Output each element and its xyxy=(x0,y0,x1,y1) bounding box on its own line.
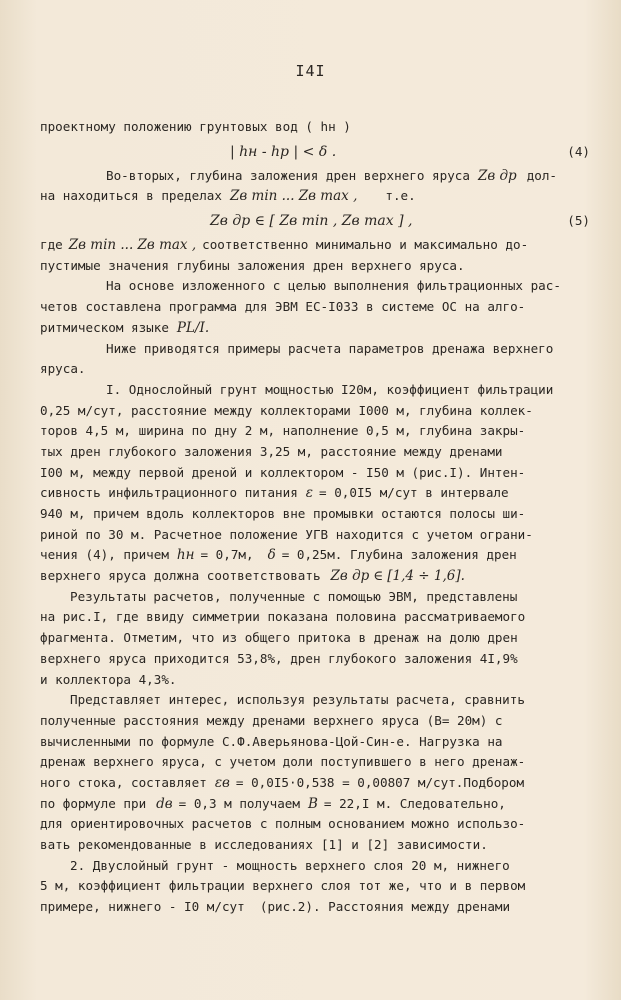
symbol-z-range: Zв min ... Zв max , xyxy=(68,237,197,254)
text-line xyxy=(40,483,600,504)
formula-4-expr: | hн - hр | < δ . xyxy=(230,143,337,160)
text-fragment: дол- xyxy=(526,167,558,183)
text-line: для ориентировочных расчетов с полным основанием можно использо- xyxy=(40,816,526,832)
text-line xyxy=(40,318,600,339)
text-fragment: чения (4), причем xyxy=(40,547,169,563)
text-line xyxy=(40,186,600,207)
text-fragment: = 22,I м. Следовательно, xyxy=(323,795,506,811)
text-line: I00 м, между первой дреной и коллектором - I50 м (рис.I). Интен- xyxy=(40,464,526,480)
text-line: На основе изложенного с целью выполнения фильтрационных рас- xyxy=(106,278,561,294)
text-line: проектному положению грунтовых вод ( hн ) xyxy=(40,119,351,134)
symbol-b: B xyxy=(307,795,318,812)
text-fragment: ного стока, составляет xyxy=(40,774,207,790)
text-fragment: вать рекомендованные в исследованиях xyxy=(40,837,313,852)
symbol-pl1: PL/I. xyxy=(176,319,210,336)
text-line: дренаж верхнего яруса, с учетом доли поступившего в него дренаж- xyxy=(40,754,526,770)
symbol-h-n: hн xyxy=(176,547,195,564)
text-line: 0,25 м/сут, расстояние между коллекторами I000 м, глубина коллек- xyxy=(40,402,533,418)
text-fragment: = 0,7м, xyxy=(200,547,254,563)
references: [1] и [2] зависимости. xyxy=(320,837,488,852)
text-line: Представляет интерес, используя результаты расчета, сравнить xyxy=(70,692,525,708)
text-line: примере, нижнего - I0 м/сут (рис.2). Расстояния между дренами xyxy=(40,899,511,915)
symbol-in: ∈ xyxy=(373,568,384,585)
text-line: 5 м, коэффициент фильтрации верхнего слоя тот же, что и в первом xyxy=(40,878,526,894)
text-fragment: = 0,25м. Глубина заложения дрен xyxy=(281,547,517,563)
text-fragment: = 0,3 м получаем xyxy=(178,795,300,811)
symbol-z-dr: Zв др xyxy=(330,568,370,585)
symbol-d-v: dв xyxy=(156,795,173,812)
equation-number-5: (5) xyxy=(567,213,590,229)
symbol-z-range: Zв min ... Zв max , xyxy=(229,188,358,205)
text-line: I. Однослойный грунт мощностью I20м, коэффициент фильтрации xyxy=(106,381,554,397)
text-fragment: сивность инфильтрационного питания xyxy=(40,485,298,501)
text-line: верхнего яруса приходится 53,8%, дрен глубокого заложения 4I,9% xyxy=(40,650,518,666)
formula-4 xyxy=(40,138,600,166)
text-line: и коллектора 4,3%. xyxy=(40,671,177,687)
text-line: полученные расстояния между дренами верхнего яруса (B= 20м) с xyxy=(40,712,503,728)
text-fragment: по формуле при xyxy=(40,795,147,811)
text-fragment: ритмическом языке xyxy=(40,319,169,335)
text-fragment: где xyxy=(40,237,63,253)
text-line xyxy=(40,235,600,256)
symbol-epsilon: ε xyxy=(305,485,314,502)
text-line: Результаты расчетов, полученные с помощью ЭВМ, представлены xyxy=(70,588,518,604)
equation-number-4: (4) xyxy=(567,143,590,159)
symbol-epsilon-v: εв xyxy=(214,774,230,791)
text-fragment: = 0,0I5 м/сут в интервале xyxy=(319,485,509,501)
text-line: торов 4,5 м, ширина по дну 2 м, наполнение 0,5 м, глубина закры- xyxy=(40,423,526,439)
symbol-z-dr: Zв др xyxy=(477,167,517,184)
text-line: вычисленными по формуле С.Ф.Аверьянова-Цой-Син-е. Нагрузка на xyxy=(40,733,503,749)
text-fragment: соответственно минимально и максимально до- xyxy=(202,237,529,253)
text-line: тых дрен глубокого заложения 3,25 м, расстояние между дренами xyxy=(40,443,503,459)
text-fragment: верхнего яруса должна соответствовать xyxy=(40,568,321,584)
text-line: яруса. xyxy=(40,361,86,377)
text-line: пустимые значения глубины заложения дрен верхнего яруса. xyxy=(40,257,465,273)
text-line: риной по 30 м. Расчетное положение УГВ находится с учетом ограни- xyxy=(40,526,533,542)
text-line: Ниже приводятся примеры расчета параметров дренажа верхнего xyxy=(106,340,554,356)
text-fragment: Во-вторых, глубина заложения дрен верхнего яруса xyxy=(106,167,470,183)
text-line: 2. Двуслойный грунт - мощность верхнего слоя 20 м, нижнего xyxy=(70,857,510,873)
range-value: [1,4 ÷ 1,6]. xyxy=(387,568,465,585)
formula-5-expr: Zв др ∈ [ Zв min , Zв max ] , xyxy=(210,213,413,230)
text-fragment: на находиться в пределах xyxy=(40,188,222,204)
text-line xyxy=(40,835,600,856)
text-line xyxy=(40,566,600,587)
formula-5 xyxy=(40,207,600,235)
text-line: четов составлена программа для ЭВМ ЕС-I033 в системе ОС на алго- xyxy=(40,299,526,315)
text-fragment: т.е. xyxy=(385,188,416,204)
text-line xyxy=(40,545,600,566)
text-line xyxy=(40,794,600,815)
symbol-delta: δ xyxy=(267,547,276,564)
text-line: на рис.I, где ввиду симметрии показана половина рассматриваемого xyxy=(40,609,526,625)
body-text xyxy=(40,117,600,918)
page-number: I4I xyxy=(295,62,326,80)
text-fragment: = 0,0I5·0,538 = 0,00807 м/сут.Подбором xyxy=(235,774,525,790)
text-line xyxy=(40,773,600,794)
text-line: 940 м, причем вдоль коллекторов вне промывки остаются полосы ши- xyxy=(40,506,526,521)
text-line: фрагмента. Отметим, что из общего притока в дренаж на долю дрен xyxy=(40,630,518,646)
text-line xyxy=(40,166,600,187)
